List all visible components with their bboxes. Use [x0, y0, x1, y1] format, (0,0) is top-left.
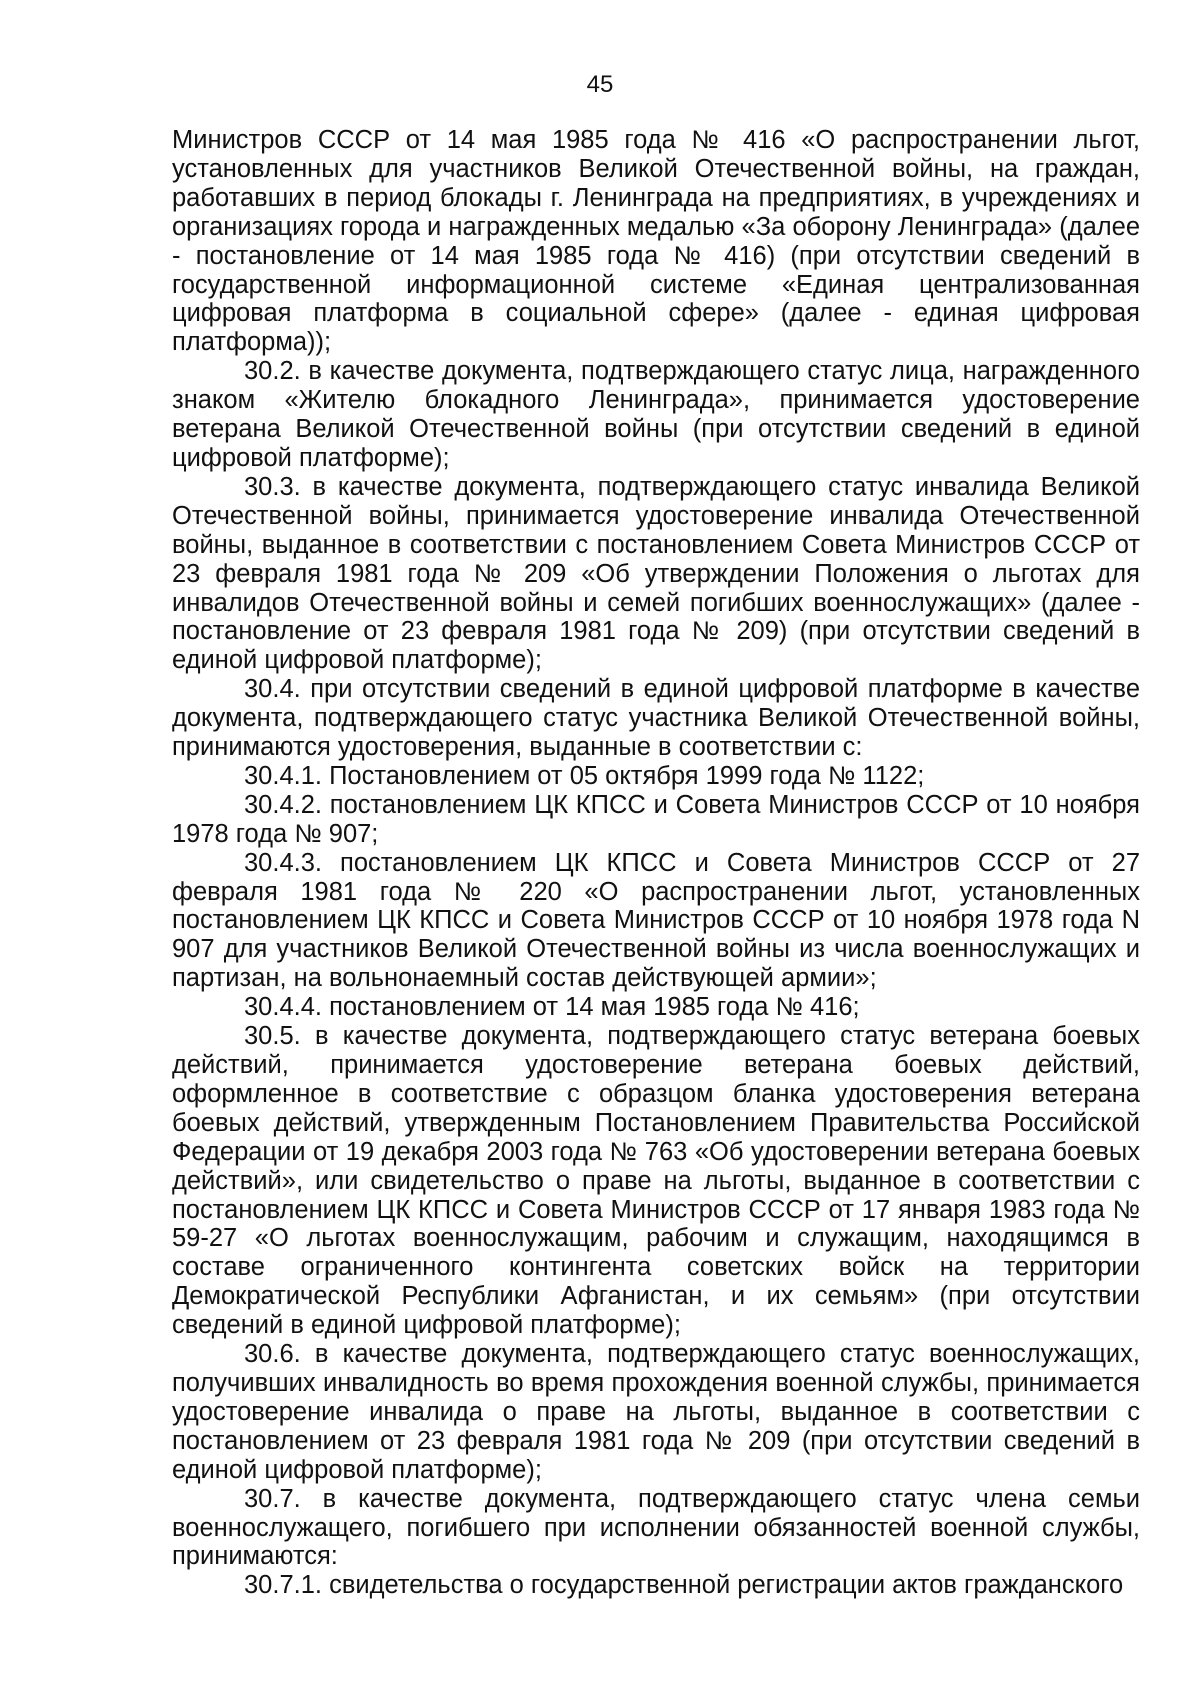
paragraph-30-4-3: 30.4.3. постановлением ЦК КПСС и Совета Министров СССР от 27 февраля 1981 года № 220 «О распространении льгот, установленных постановлением ЦК КПСС и Совета Министров СССР от 10 ноября 1978 года N 907 для участников Великой Отечественной войны из числа военнослужащих и партизан, на вольнонаемный состав действующей армии»; [172, 848, 1140, 993]
paragraph-30-2: 30.2. в качестве документа, подтверждающего статус лица, награжденного знаком «Жителю блокадного Ленинграда», принимается удостоверение ветерана Великой Отечественной войны (при отсутствии сведений в единой цифровой платформе); [172, 357, 1140, 472]
paragraph-30-7-1: 30.7.1. свидетельства о государственной регистрации актов гражданского [244, 1571, 1124, 1600]
paragraph-30-4: 30.4. при отсутствии сведений в единой цифровой платформе в качестве документа, подтверждающего статус участника Великой Отечественной войны, принимаются удостоверения, выданные в соответствии с: [172, 675, 1140, 762]
paragraph-30-3: 30.3. в качестве документа, подтверждающего статус инвалида Великой Отечественной войны, принимается удостоверение инвалида Отечественной войны, выданное в соответствии с постановлением Совета Министров СССР от 23 февраля 1981 года № 209 «Об утверждении Положения о льготах для инвалидов Отечественной войны и семей погибших военнослужащих» (далее - постановление от 23 февраля 1981 года № 209) (при отсутствии сведений в единой цифровой платформе); [172, 472, 1140, 675]
paragraph-30-6: 30.6. в качестве документа, подтверждающего статус военнослужащих, получивших инвалидность во время прохождения военной службы, принимается удостоверение инвалида о праве на льготы, выданное в соответствии с постановлением от 23 февраля 1981 года № 209 (при отсутствии сведений в единой цифровой платформе); [172, 1340, 1140, 1484]
page-number: 45 [586, 71, 614, 98]
paragraph-30-4-1: 30.4.1. Постановлением от 05 октября 1999 года № 1122; [244, 761, 925, 790]
document-body [172, 126, 1140, 1600]
paragraph-30-5: 30.5. в качестве документа, подтверждающего статус ветерана боевых действий, принимается удостоверение ветерана боевых действий, оформленное в соответствие с образцом бланка удостоверения ветерана боевых действий, утвержденным Постановлением Правительства Российской Федерации от 19 декабря 2003 года № 763 «Об удостоверении ветерана боевых действий», или свидетельство о праве на льготы, выданное в соответствии с постановлением ЦК КПСС и Совета Министров СССР от 17 января 1983 года № 59-27 «О льготах военнослужащим, рабочим и служащим, находящимся в составе ограниченного контингента советских войск на территории Демократической Республики Афганистан, и их семьям» (при отсутствии сведений в единой цифровой платформе); [172, 1022, 1140, 1340]
paragraph-continuation: Министров СССР от 14 мая 1985 года № 416 «О распространении льгот, установленных для участников Великой Отечественной войны, на граждан, работавших в период блокады г. Ленинграда на предприятиях, в учреждениях и организациях города и награжденных медалью «За оборону Ленинграда» (далее - постановление от 14 мая 1985 года № 416) (при отсутствии сведений в государственной информационной системе «Единая централизованная цифровая платформа в социальной сфере» (далее - единая цифровая платформа)); [172, 126, 1140, 357]
paragraph-30-7: 30.7. в качестве документа, подтверждающего статус члена семьи военнослужащего, погибшего при исполнении обязанностей военной службы, принимаются: [172, 1484, 1140, 1571]
paragraph-30-4-4: 30.4.4. постановлением от 14 мая 1985 года № 416; [244, 993, 860, 1022]
paragraph-30-4-2: 30.4.2. постановлением ЦК КПСС и Совета Министров СССР от 10 ноября 1978 года № 907; [172, 790, 1140, 848]
